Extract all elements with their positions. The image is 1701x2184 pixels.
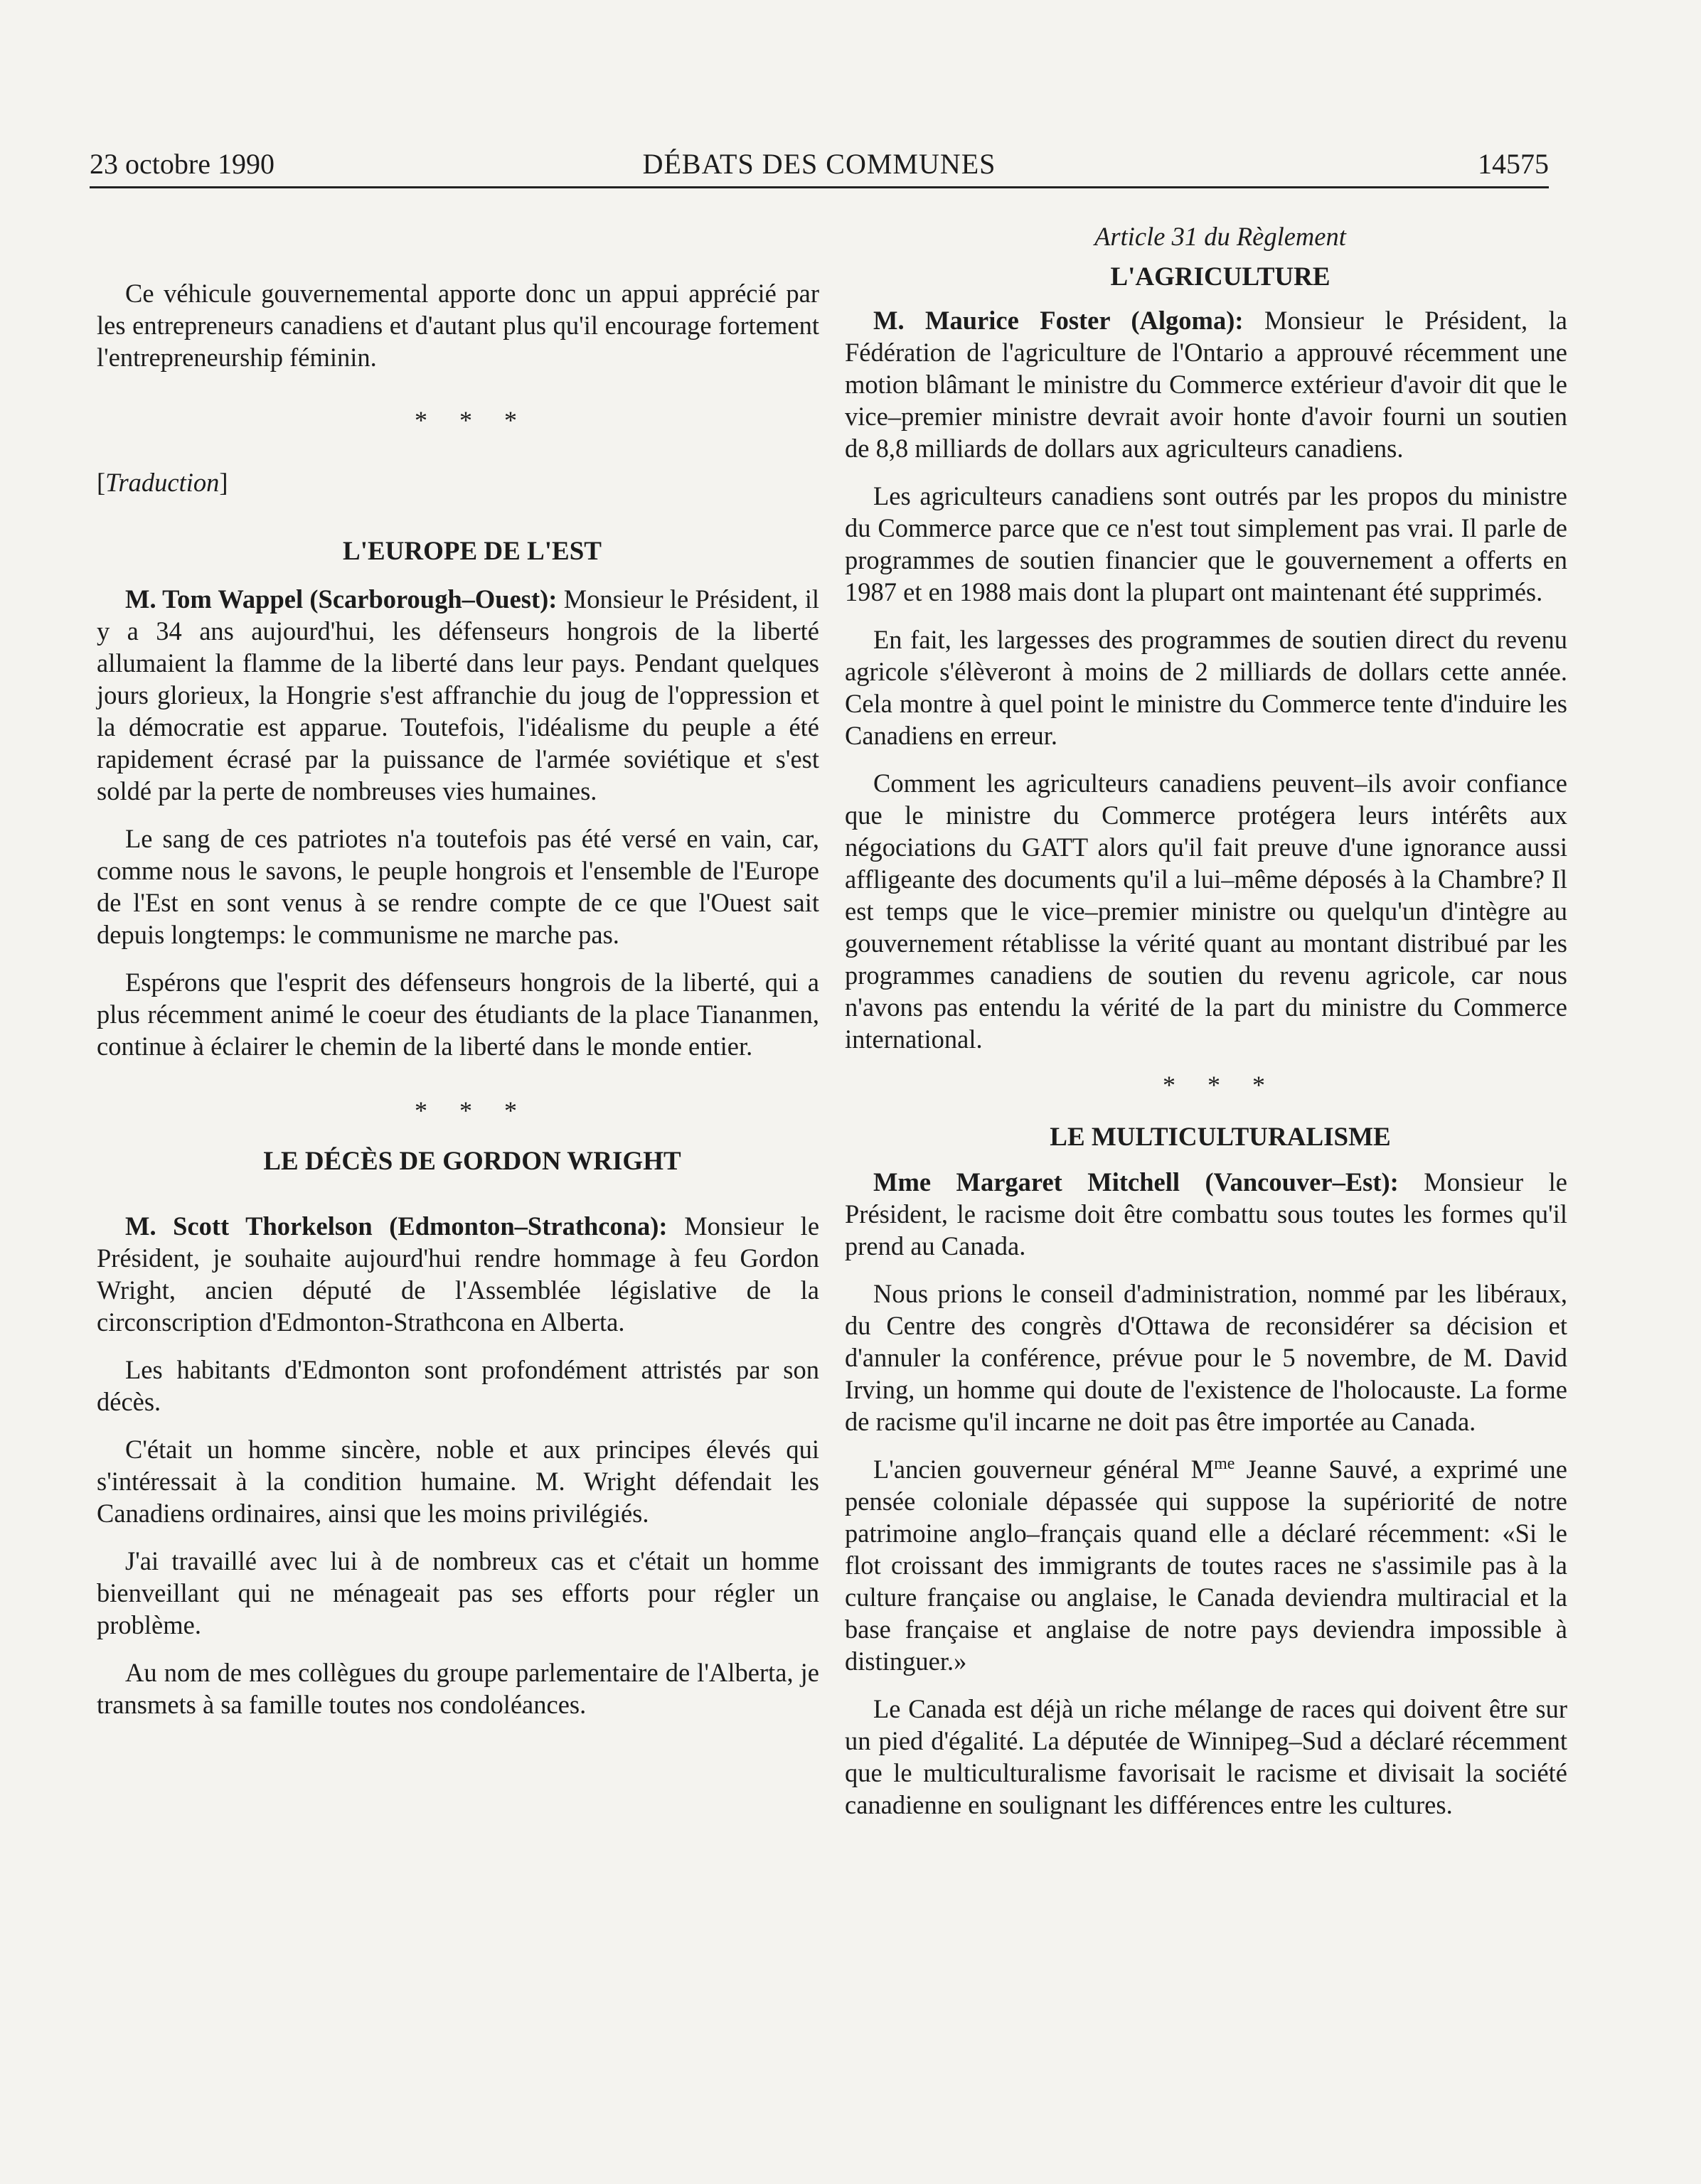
section-separator: * * * <box>415 1096 530 1125</box>
left-column <box>97 213 819 1720</box>
mitchell-paragraph-1 <box>845 1166 1567 1262</box>
mitchell-paragraph-3 <box>845 1453 1567 1677</box>
speaker-thorkelson: M. Scott Thorkelson (Edmonton–Strathcona): <box>125 1211 668 1241</box>
heading-agriculture: L'AGRICULTURE <box>1110 262 1331 291</box>
thorkelson-paragraph-5: Au nom de mes collègues du groupe parlementaire de l'Alberta, je transmets à sa famille toutes nos condoléances. <box>97 1658 819 1719</box>
heading-europe-de-l-est: L'EUROPE DE L'EST <box>343 537 602 566</box>
header-title: DÉBATS DES COMMUNES <box>642 148 996 180</box>
thorkelson-paragraph-3: C'était un homme sincère, noble et aux principes élevés qui s'intéressait à la condition humaine. M. Wright défendait les Canadiens ordinaires, ainsi que les moins privilégiés. <box>97 1435 819 1528</box>
wappel-text-1: Monsieur le Président, il y a 34 ans aujourd'hui, les défenseurs hongrois de la liberté allumaient la flamme de la liberté dans leur pays. Pendant quelques jours glorieux, la Hongrie s'est affranchie du joug de l'oppression et la démocratie est apparue. Toutefois, l'idéalisme du peuple a été rapidement écrasé par la puissance de l'armée soviétique et s'est soldé par la perte de nombreuses vies humaines. <box>97 584 820 805</box>
section-separator: * * * <box>415 406 530 434</box>
section-separator: * * * <box>1163 1071 1278 1099</box>
mitchell-paragraph-2: Nous prions le conseil d'administration, nommé par les libéraux, du Centre des congrès d'Ottawa de reconsidérer sa décision et d'annuler la conférence, prévue pour le 5 novembre, de M. David Irving, un homme qui doute de l'existence de l'holocauste. La forme de racisme qu'il incarne ne doit pas être importée au Canada. <box>845 1279 1567 1436</box>
foster-text-1: Monsieur le Président, la Fédération de l'agriculture de l'Ontario a approuvé récemment une motion blâmant le ministre du Commerce extérieur d'avoir dit que le vice–premier ministre devrait avoir honte d'avoir fourni un soutien de 8,8 milliards de dollars aux agriculteurs canadiens. <box>845 306 1568 463</box>
thorkelson-paragraph-4: J'ai travaillé avec lui à de nombreux cas et c'était un homme bienveillant qui ne ménageait pas ses efforts pour régler un problème. <box>97 1546 819 1639</box>
mitchell-text-3b: Jeanne Sauvé, a exprimé une pensée coloniale dépassée qui suppose la supériorité de notre patrimoine anglo–français quand elle a déclaré récemment: «Si le flot croissant des immigrants de toutes races ne s'assimile pas à la culture française ou anglaise, le Canada deviendra multiracial et la base française et anglaise de notre pays deviendra impossible à distinguer.» <box>845 1455 1567 1676</box>
mitchell-text-3a: L'ancien gouverneur général M <box>873 1455 1215 1484</box>
foster-paragraph-1 <box>845 304 1567 464</box>
wappel-paragraph-2: Le sang de ces patriotes n'a toutefois pas été versé en vain, car, comme nous le savons, le peuple hongrois et l'ensemble de l'Europe de l'Est en sont venus à se rendre compte de ce que l'Ouest sait depuis longtemps: le communisme ne marche pas. <box>97 824 819 949</box>
header-page-number: 14575 <box>1478 148 1549 180</box>
right-column <box>845 213 1567 1821</box>
header-date: 23 octobre 1990 <box>90 148 274 180</box>
wappel-paragraph-3: Espérons que l'esprit des défenseurs hongrois de la liberté, qui a plus récemment animé le coeur des étudiants de la place Tiananmen, continue à éclairer le chemin de la liberté dans le monde entier. <box>97 968 819 1061</box>
translation-note-label: Traduction <box>105 468 220 497</box>
mitchell-title-superscript: me <box>1214 1454 1235 1473</box>
translation-note: [Traduction] <box>97 468 228 497</box>
intro-paragraph: Ce véhicule gouvernemental apporte donc un appui apprécié par les entrepreneurs canadiens et d'autant plus qu'il encourage fortement l'entrepreneurship féminin. <box>97 279 819 372</box>
foster-paragraph-4: Comment les agriculteurs canadiens peuvent–ils avoir confiance que le ministre du Commerce protégera leurs intérêts aux négociations du GATT alors qu'il fait preuve d'une ignorance aussi affligeante des documents qu'il a lui–même déposés à la Chambre? Il est temps que le vice–premier ministre ou quelqu'un d'intègre au gouvernement rétablisse la vérité quant au montant distribué par les programmes canadiens de soutien du revenu agricole, car nous n'avons pas entendu la vérité de la part du ministre du Commerce international. <box>845 769 1567 1054</box>
mitchell-paragraph-4: Le Canada est déjà un riche mélange de races qui doivent être sur un pied d'égalité. La députée de Winnipeg–Sud a déclaré récemment que le multiculturalisme favorisait le racisme et divisait la société canadienne en soulignant les différences entre les cultures. <box>845 1694 1567 1819</box>
mitchell-text-1: Monsieur le Président, le racisme doit être combattu sous toutes les formes qu'il prend au Canada. <box>845 1167 1567 1260</box>
speaker-mitchell: Mme Margaret Mitchell (Vancouver–Est): <box>873 1167 1399 1197</box>
wappel-paragraph-1 <box>97 583 819 807</box>
heading-multiculturalisme: LE MULTICULTURALISME <box>1050 1123 1391 1152</box>
page-header <box>90 142 1549 188</box>
thorkelson-text-1: Monsieur le Président, je souhaite aujourd'hui rendre hommage à feu Gordon Wright, ancien député de l'Assemblée législative de la circonscription d'Edmonton-Strathcona en Alberta. <box>97 1211 820 1337</box>
heading-deces-gordon-wright: LE DÉCÈS DE GORDON WRIGHT <box>263 1147 681 1176</box>
speaker-foster: M. Maurice Foster (Algoma): <box>873 306 1244 335</box>
thorkelson-paragraph-1 <box>97 1210 819 1338</box>
thorkelson-paragraph-2: Les habitants d'Edmonton sont profondément attristés par son décès. <box>97 1355 819 1416</box>
article-reference: Article 31 du Règlement <box>1094 222 1346 251</box>
foster-paragraph-3: En fait, les largesses des programmes de soutien direct du revenu agricole s'élèveront à moins de 2 milliards de dollars cette année. Cela montre à quel point le ministre du Commerce tente d'induire les Canadiens en erreur. <box>845 625 1567 750</box>
speaker-wappel: M. Tom Wappel (Scarborough–Ouest): <box>125 584 558 614</box>
foster-paragraph-2: Les agriculteurs canadiens sont outrés par les propos du ministre du Commerce parce que ce n'est tout simplement pas vrai. Il parle de programmes de soutien financier que le gouvernement a offerts en 1987 et en 1988 mais dont la plupart ont maintenant été supprimés. <box>845 481 1567 606</box>
